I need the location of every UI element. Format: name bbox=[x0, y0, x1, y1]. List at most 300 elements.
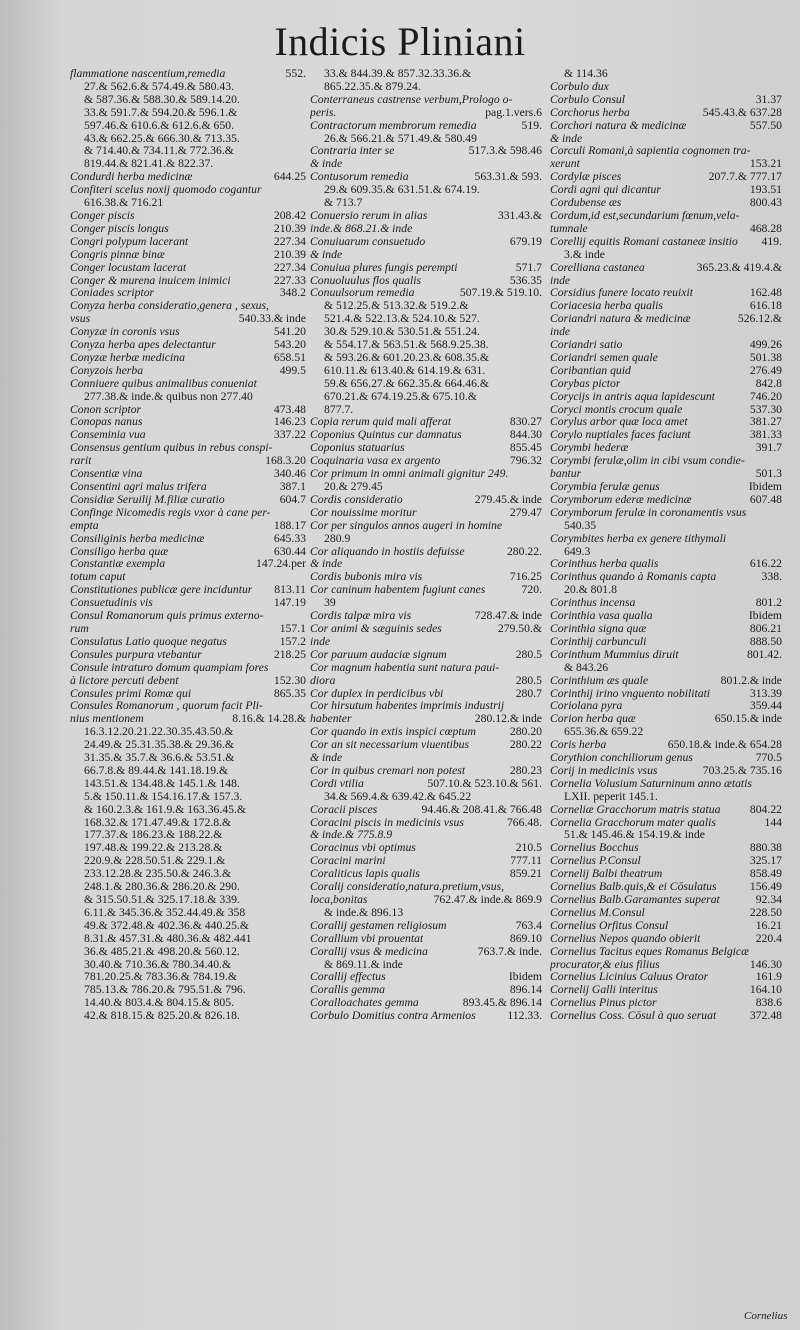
index-entry bbox=[310, 94, 542, 107]
entry-pages: 280.20 bbox=[509, 725, 542, 739]
entry-term: & inde bbox=[310, 158, 343, 171]
entry-continuation: & 714.40.& 734.11.& 772.36.& bbox=[84, 144, 234, 158]
entry-pages: 563.31.& 593. bbox=[474, 170, 542, 184]
entry-continuation: 865.22.35.& 879.24. bbox=[324, 79, 421, 93]
entry-continuation: 27.& 562.6.& 574.49.& 580.43. bbox=[84, 79, 234, 93]
entry-pages: 227.34 bbox=[273, 234, 306, 248]
index-entry bbox=[550, 688, 782, 701]
entry-continuation: 8.31.& 457.31.& 480.36.& 482.441 bbox=[84, 931, 252, 945]
entry-term: diora bbox=[310, 674, 336, 687]
index-entry bbox=[550, 907, 782, 920]
entry-pages: 338. bbox=[761, 570, 782, 584]
index-entry bbox=[550, 416, 782, 429]
entry-term: loca,bonitas bbox=[310, 894, 368, 906]
entry-continuation: 220.9.& 228.50.51.& 229.1.& bbox=[84, 854, 226, 868]
index-entry bbox=[550, 352, 782, 365]
entry-term: Conyzæ in coronis vsus bbox=[70, 326, 180, 339]
entry-term: Corellij equitis Romani castaneæ insitio bbox=[550, 235, 738, 248]
index-entry bbox=[310, 455, 542, 468]
entry-pages: 152.30 bbox=[273, 673, 306, 687]
entry-pages: 746.20 bbox=[749, 389, 782, 403]
entry-pages: 218.25 bbox=[273, 647, 306, 661]
entry-term: inde.& 868.21.& inde bbox=[310, 222, 413, 235]
entry-pages: 499.26 bbox=[749, 338, 782, 352]
entry-term: Coriandri natura & medicinæ bbox=[550, 313, 691, 326]
entry-term: Consensus gentium quibus in rebus conspi- bbox=[70, 442, 273, 455]
entry-term: inde bbox=[310, 635, 331, 648]
entry-term: Conyzois herba bbox=[70, 364, 144, 377]
index-entry bbox=[310, 120, 542, 133]
entry-term: Conopas nanus bbox=[70, 416, 143, 429]
index-entry bbox=[310, 842, 542, 855]
index-entry bbox=[550, 339, 782, 352]
index-entry bbox=[310, 649, 542, 662]
index-entry bbox=[310, 558, 542, 571]
entry-pages: 331.43.& bbox=[497, 208, 542, 222]
index-entry bbox=[310, 262, 542, 275]
index-entry bbox=[70, 313, 306, 326]
entry-term: Cornelij Galli interitus bbox=[550, 984, 658, 997]
index-entry bbox=[70, 520, 306, 533]
index-entry bbox=[70, 662, 306, 675]
entry-continuation: & 554.17.& 563.51.& 568.9.25.38. bbox=[324, 338, 489, 352]
entry-term: Cor per singulos annos augeri in homine bbox=[310, 519, 503, 532]
entry-term: peris. bbox=[310, 106, 337, 119]
entry-continuation: 34.& 569.4.& 639.42.& 645.22 bbox=[324, 789, 472, 803]
index-entry bbox=[550, 236, 782, 249]
entry-term: Conuulsorum remedia bbox=[310, 287, 415, 300]
entry-term: Coryci montis crocum quale bbox=[550, 403, 683, 416]
entry-term: Coriolana pyra bbox=[550, 700, 623, 713]
index-entry bbox=[550, 842, 782, 855]
entry-term: Corbulo Consul bbox=[550, 93, 626, 106]
entry-term: Corchorus herba bbox=[550, 106, 630, 119]
entry-pages: 838.6 bbox=[755, 996, 782, 1010]
entry-term: Conon scriptor bbox=[70, 403, 142, 416]
entry-pages: 153.21 bbox=[749, 157, 782, 171]
catchword: Cornelius bbox=[744, 1310, 788, 1322]
entry-pages: 801.42. bbox=[746, 647, 782, 661]
entry-pages: 94.46.& 208.41.& 766.48 bbox=[421, 802, 542, 816]
entry-term: Consiliginis herba medicinæ bbox=[70, 532, 205, 545]
entry-term: Conuersio rerum in alias bbox=[310, 209, 428, 222]
index-entry bbox=[550, 804, 782, 817]
entry-pages: 280.12.& inde bbox=[474, 712, 542, 726]
entry-term: Corbulo dux bbox=[550, 80, 609, 93]
entry-pages: 604.7 bbox=[279, 492, 306, 506]
index-entry bbox=[550, 455, 782, 468]
entry-term: Coniades scriptor bbox=[70, 287, 155, 300]
index-entry bbox=[310, 442, 542, 455]
entry-pages: 859.21 bbox=[509, 867, 542, 881]
entry-pages: 280.5 bbox=[515, 647, 542, 661]
index-entry bbox=[310, 894, 542, 907]
entry-pages: 804.22 bbox=[749, 802, 782, 816]
entry-pages: 842.8 bbox=[755, 376, 782, 390]
entry-pages: 188.17 bbox=[273, 518, 306, 532]
entry-pages: 8.16.& 14.28.& bbox=[232, 712, 306, 726]
entry-pages: 279.45.& inde bbox=[474, 492, 542, 506]
entry-term: Coris herba bbox=[550, 739, 607, 752]
entry-pages: 501.38 bbox=[749, 350, 782, 364]
entry-term: Consules primi Romæ qui bbox=[70, 687, 192, 700]
entry-continuation: 649.3 bbox=[564, 544, 591, 558]
index-column-2 bbox=[310, 68, 542, 1023]
entry-pages: 766.48. bbox=[506, 815, 542, 829]
entry-term: Coriandri semen quale bbox=[550, 351, 658, 364]
entry-pages: 796.32 bbox=[509, 454, 542, 468]
entry-pages: Ibidem bbox=[508, 970, 542, 984]
entry-term: Corij in medicinis vsus bbox=[550, 764, 658, 777]
entry-pages: 227.33 bbox=[273, 273, 306, 287]
entry-term: nius mentionem bbox=[70, 713, 144, 726]
index-entry bbox=[310, 752, 542, 765]
entry-term: Corinthum Mummius diruit bbox=[550, 648, 679, 661]
entry-term: Cornelia Gracchorum mater qualis bbox=[550, 816, 716, 829]
entry-continuation: 143.51.& 134.48.& 145.1.& 148. bbox=[84, 776, 240, 790]
entry-term: Conuiua plures fungis perempti bbox=[310, 261, 458, 274]
entry-continuation: 43.& 662.25.& 666.30.& 713.35. bbox=[84, 131, 240, 145]
entry-pages: 280.7 bbox=[515, 686, 542, 700]
index-entry bbox=[550, 778, 782, 791]
index-entry bbox=[70, 558, 306, 571]
entry-term: Cornelius Pinus pictor bbox=[550, 997, 657, 1010]
index-entry bbox=[550, 881, 782, 894]
index-entry bbox=[550, 855, 782, 868]
entry-pages: 210.39 bbox=[273, 221, 306, 235]
index-entry bbox=[70, 481, 306, 494]
entry-term: Corinthium æs quale bbox=[550, 674, 649, 687]
index-entry bbox=[550, 94, 782, 107]
entry-term: Confinge Nicomedis regis vxor à cane per- bbox=[70, 506, 271, 519]
entry-pages: 679.19 bbox=[509, 234, 542, 248]
entry-continuation: 540.35 bbox=[564, 518, 597, 532]
entry-continuation: 277.38.& inde.& quibus non 277.40 bbox=[84, 389, 253, 403]
entry-term: Conger piscis longus bbox=[70, 222, 169, 235]
entry-pages: 763.7.& inde. bbox=[477, 944, 542, 958]
entry-pages: 507.10.& 523.10.& 561. bbox=[427, 776, 542, 790]
index-entry bbox=[70, 287, 306, 300]
entry-pages: 571.7 bbox=[515, 260, 542, 274]
index-entry bbox=[550, 171, 782, 184]
entry-term: Consentini agri malus trifera bbox=[70, 481, 207, 493]
index-entry bbox=[310, 623, 542, 636]
entry-continuation: 248.1.& 280.36.& 286.20.& 290. bbox=[84, 880, 240, 894]
entry-pages: 801.2.& inde bbox=[720, 673, 782, 687]
entry-term: Copia rerum quid mali afferat bbox=[310, 416, 452, 429]
entry-term: & inde bbox=[310, 558, 343, 571]
entry-pages: pag.1.vers.6 bbox=[485, 105, 542, 119]
entry-continuation: & 587.36.& 588.30.& 589.14.20. bbox=[84, 92, 240, 106]
entry-term: Corsidius funere locato reuixit bbox=[550, 287, 693, 300]
entry-pages: 703.25.& 735.16 bbox=[702, 763, 782, 777]
entry-pages: 372.48 bbox=[749, 1009, 782, 1023]
entry-pages: 157.2 bbox=[279, 634, 306, 648]
entry-pages: 519. bbox=[521, 118, 542, 132]
entry-pages: 526.12.& bbox=[737, 312, 782, 326]
entry-continuation: & 869.11.& inde bbox=[324, 957, 403, 971]
entry-term: Cordis consideratio bbox=[310, 493, 403, 506]
entry-term: Coponius Quintus cur damnatus bbox=[310, 429, 462, 442]
entry-term: Cordis bubonis mira vis bbox=[310, 571, 423, 584]
entry-term: empta bbox=[70, 519, 99, 532]
entry-pages: 391.7 bbox=[755, 441, 782, 455]
index-entry bbox=[550, 610, 782, 623]
index-entry bbox=[70, 352, 306, 365]
index-entry bbox=[310, 249, 542, 262]
entry-pages: 164.10 bbox=[749, 983, 782, 997]
entry-term: inde bbox=[550, 274, 571, 287]
index-entry bbox=[310, 520, 542, 533]
entry-term: totum caput bbox=[70, 571, 126, 584]
index-entry bbox=[70, 339, 306, 352]
entry-pages: 658.51 bbox=[273, 350, 306, 364]
index-entry bbox=[70, 236, 306, 249]
entry-term: Corylo nuptiales faces faciunt bbox=[550, 429, 691, 442]
entry-term: & inde bbox=[310, 752, 343, 765]
index-entry bbox=[310, 675, 542, 688]
entry-continuation: & 843.26 bbox=[564, 660, 609, 674]
index-entry bbox=[310, 416, 542, 429]
index-entry bbox=[70, 171, 306, 184]
entry-term: Cor nouissime moritur bbox=[310, 506, 417, 519]
index-entry bbox=[70, 404, 306, 417]
entry-term: Cornelius P.Consul bbox=[550, 855, 641, 868]
entry-continuation: & inde.& 896.13 bbox=[324, 905, 404, 919]
entry-term: Cordi agni qui dicantur bbox=[550, 184, 661, 197]
entry-continuation: 233.12.28.& 235.50.& 246.3.& bbox=[84, 867, 232, 881]
entry-term: Corinthia signa quæ bbox=[550, 622, 647, 635]
entry-term: Conuiuarum consuetudo bbox=[310, 235, 426, 248]
entry-term: xerunt bbox=[550, 158, 580, 171]
entry-pages: 210.5 bbox=[515, 841, 542, 855]
index-entry bbox=[310, 494, 542, 507]
entry-continuation: 6.11.& 345.36.& 352.44.49.& 358 bbox=[84, 905, 246, 919]
entry-pages: 210.39 bbox=[273, 247, 306, 261]
index-column-1 bbox=[70, 68, 306, 1023]
entry-pages: 770.5 bbox=[755, 751, 782, 765]
index-entry bbox=[70, 326, 306, 339]
entry-term: Conger & murena inuicem inimici bbox=[70, 274, 231, 287]
index-entry bbox=[550, 868, 782, 881]
entry-pages: 545.43.& 637.28 bbox=[702, 105, 782, 119]
index-entry bbox=[550, 558, 782, 571]
entry-pages: 325.17 bbox=[749, 854, 782, 868]
index-entry bbox=[310, 636, 542, 649]
entry-continuation: 3.& inde bbox=[564, 247, 605, 261]
entry-pages: 473.48 bbox=[273, 402, 306, 416]
entry-term: Considiæ Seruilij M.filiæ curatio bbox=[70, 493, 225, 506]
entry-continuation: 42.& 818.15.& 825.20.& 826.18. bbox=[84, 1009, 240, 1023]
entry-continuation: 31.35.& 35.7.& 36.6.& 53.51.& bbox=[84, 751, 235, 765]
index-entry bbox=[550, 481, 782, 494]
entry-pages: 419. bbox=[761, 234, 782, 248]
entry-continuation: 14.40.& 803.4.& 804.15.& 805. bbox=[84, 996, 234, 1010]
entry-term: Consule intraturo domum quampiam fores bbox=[70, 661, 269, 674]
entry-continuation: 5.& 150.11.& 154.16.17.& 157.3. bbox=[84, 789, 243, 803]
index-entry bbox=[70, 429, 306, 442]
index-entry bbox=[550, 223, 782, 236]
index-entry bbox=[550, 81, 782, 94]
entry-pages: 279.47 bbox=[509, 505, 542, 519]
entry-continuation: 29.& 609.35.& 631.51.& 674.19. bbox=[324, 183, 480, 197]
entry-term: Cornelius Orfitus Consul bbox=[550, 919, 669, 932]
entry-term: Contraria inter se bbox=[310, 145, 395, 158]
index-entry bbox=[70, 533, 306, 546]
entry-term: Cornelius Tacitus eques Romanus Belgicæ bbox=[550, 945, 749, 958]
entry-term: Coracini marini bbox=[310, 855, 386, 868]
entry-term: & inde.& 775.8.9 bbox=[310, 829, 393, 842]
index-entry bbox=[70, 365, 306, 378]
entry-term: Corelliana castanea bbox=[550, 261, 645, 274]
entry-term: Corallium vbi prouentat bbox=[310, 932, 424, 945]
entry-pages: 607.48 bbox=[749, 492, 782, 506]
entry-term: Cor quando in extis inspici cœptum bbox=[310, 726, 476, 739]
index-entry bbox=[550, 920, 782, 933]
entry-term: Cordi vtilia bbox=[310, 777, 364, 790]
entry-term: & inde bbox=[310, 248, 343, 261]
entry-pages: 800.43 bbox=[749, 196, 782, 210]
entry-pages: 507.19.& 519.10. bbox=[459, 286, 542, 300]
entry-continuation: & 315.50.51.& 325.17.18.& 339. bbox=[84, 893, 240, 906]
index-entry bbox=[550, 107, 782, 120]
entry-continuation: 521.4.& 522.13.& 524.10.& 527. bbox=[324, 312, 480, 326]
entry-pages: 208.42 bbox=[273, 208, 306, 222]
index-entry bbox=[310, 223, 542, 236]
index-entry bbox=[550, 752, 782, 765]
entry-term: Cor magnum habentia sunt natura paui- bbox=[310, 661, 500, 674]
index-entry bbox=[310, 855, 542, 868]
entry-pages: 381.33 bbox=[749, 428, 782, 442]
page-heading: Indicis Pliniani bbox=[274, 19, 526, 64]
entry-continuation: 616.38.& 716.21 bbox=[84, 196, 164, 210]
entry-pages: 227.34 bbox=[273, 260, 306, 274]
index-entry bbox=[310, 933, 542, 946]
entry-pages: 536.35 bbox=[509, 273, 542, 287]
entry-pages: 31.37 bbox=[755, 92, 782, 106]
index-entry bbox=[550, 365, 782, 378]
entry-pages: 340.46 bbox=[273, 467, 306, 481]
index-entry bbox=[70, 688, 306, 701]
index-entry bbox=[550, 262, 782, 275]
entry-pages: 869.10 bbox=[509, 931, 542, 945]
entry-term: Corallij effectus bbox=[310, 971, 386, 984]
entry-pages: 313.39 bbox=[749, 686, 782, 700]
entry-term: & inde bbox=[550, 132, 583, 145]
entry-pages: 359.44 bbox=[749, 699, 782, 713]
entry-term: Coribantian quid bbox=[550, 364, 631, 377]
index-entry bbox=[550, 275, 782, 288]
entry-pages: 777.11 bbox=[510, 854, 542, 868]
entry-continuation: 66.7.8.& 89.44.& 141.18.19.& bbox=[84, 763, 229, 777]
index-entry bbox=[310, 507, 542, 520]
entry-term: Conyza herba consideratio,genera , sexus, bbox=[70, 300, 269, 313]
entry-term: Corinthij irino vnguento nobilitati bbox=[550, 687, 711, 700]
entry-pages: 501.3 bbox=[755, 467, 782, 481]
index-entry bbox=[310, 210, 542, 223]
entry-pages: 280.5 bbox=[515, 673, 542, 687]
entry-pages: 147.19 bbox=[273, 596, 306, 610]
entry-term: Congris pinnæ binæ bbox=[70, 248, 165, 261]
index-entry bbox=[310, 765, 542, 778]
index-entry bbox=[310, 868, 542, 881]
entry-term: Corymbia ferulæ genus bbox=[550, 481, 660, 493]
index-entry bbox=[550, 391, 782, 404]
entry-pages: Ibidem bbox=[748, 609, 782, 623]
entry-term: Cor aliquando in hostiis defuisse bbox=[310, 545, 465, 558]
index-entry bbox=[550, 533, 782, 546]
entry-pages: 806.21 bbox=[749, 621, 782, 635]
entry-pages: 543.20 bbox=[273, 338, 306, 352]
entry-term: Cordis talpæ mira vis bbox=[310, 610, 412, 623]
entry-pages: 801.2 bbox=[755, 596, 782, 610]
entry-term: Cornelius Balb.Garamantes superat bbox=[550, 894, 720, 906]
entry-term: Corymbites herba ex genere tithymali bbox=[550, 532, 727, 545]
entry-term: Consul Romanorum quis primus externo- bbox=[70, 610, 264, 623]
index-entry bbox=[310, 946, 542, 959]
index-entry bbox=[310, 1010, 542, 1023]
index-entry bbox=[550, 184, 782, 197]
entry-pages: 146.30 bbox=[749, 957, 782, 971]
entry-term: Cor primum in omni animali gignitur 249. bbox=[310, 468, 509, 481]
entry-term: Constantiæ exempla bbox=[70, 558, 166, 571]
index-entry bbox=[550, 287, 782, 300]
index-entry bbox=[310, 713, 542, 726]
index-entry bbox=[70, 223, 306, 236]
entry-continuation: 785.13.& 786.20.& 795.51.& 796. bbox=[84, 983, 246, 997]
entry-term: Corallij gestamen religiosum bbox=[310, 919, 447, 932]
entry-pages: 146.23 bbox=[273, 415, 306, 429]
entry-continuation: & 593.26.& 601.20.23.& 608.35.& bbox=[324, 350, 489, 364]
entry-continuation: 24.49.& 25.31.35.38.& 29.36.& bbox=[84, 738, 234, 752]
entry-term: rarit bbox=[70, 455, 92, 468]
entry-continuation: 819.44.& 821.41.& 822.37. bbox=[84, 157, 214, 171]
entry-pages: 161.9 bbox=[755, 970, 782, 984]
index-entry bbox=[70, 455, 306, 468]
index-entry bbox=[550, 468, 782, 481]
entry-term: Corallis gemma bbox=[310, 984, 385, 997]
index-entry bbox=[550, 404, 782, 417]
entry-term: Cor duplex in perdicibus vbi bbox=[310, 687, 444, 700]
index-entry bbox=[550, 765, 782, 778]
index-entry bbox=[310, 778, 542, 791]
entry-term: Coponius statuarius bbox=[310, 442, 405, 455]
entry-term: Consentiæ vina bbox=[70, 468, 143, 481]
entry-pages: Ibidem bbox=[748, 480, 782, 493]
entry-pages: 888.50 bbox=[749, 634, 782, 648]
entry-term: Coriacesia herba qualis bbox=[550, 300, 663, 313]
entry-continuation: 20.& 279.45 bbox=[324, 480, 383, 493]
index-entry bbox=[310, 817, 542, 830]
entry-term: Cor in quibus cremari non potest bbox=[310, 764, 466, 777]
entry-pages: 16.21 bbox=[755, 918, 782, 932]
index-entry bbox=[70, 571, 306, 584]
entry-pages: 468.28 bbox=[749, 221, 782, 235]
entry-term: Cornelius Coss. Cōsul à quo seruat bbox=[550, 1010, 717, 1023]
entry-term: Corymborum ederæ medicinæ bbox=[550, 493, 692, 506]
entry-pages: 855.45 bbox=[509, 441, 542, 455]
index-entry bbox=[310, 662, 542, 675]
entry-pages: 716.25 bbox=[509, 570, 542, 584]
entry-term: Corallij vsus & medicina bbox=[310, 945, 428, 958]
index-entry bbox=[310, 145, 542, 158]
entry-pages: 645.33 bbox=[273, 531, 306, 545]
index-entry bbox=[550, 894, 782, 907]
entry-pages: 650.18.& inde.& 654.28 bbox=[667, 738, 782, 752]
index-entry bbox=[70, 494, 306, 507]
entry-pages: 893.45.& 896.14 bbox=[462, 996, 542, 1010]
index-entry bbox=[70, 649, 306, 662]
